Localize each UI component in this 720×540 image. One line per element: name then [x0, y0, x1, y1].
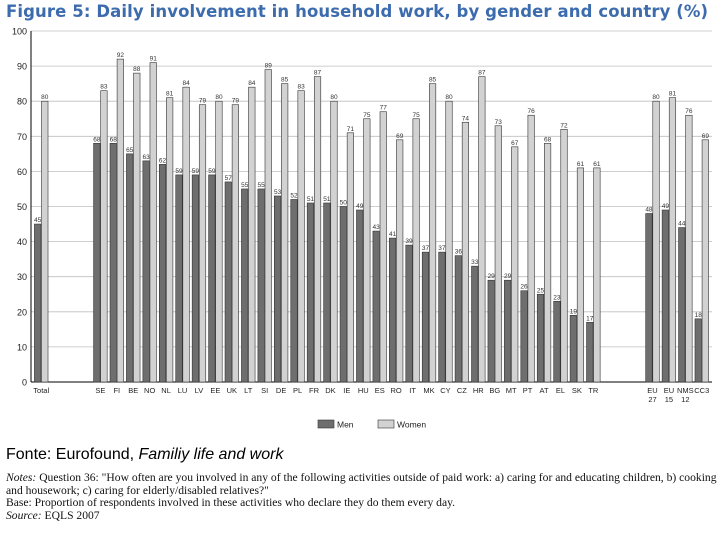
- x-tick-label: PT: [522, 386, 533, 395]
- bar-value-label: 87: [478, 69, 486, 77]
- bar-value-label: 77: [379, 104, 387, 112]
- bar-value-label: 26: [520, 283, 528, 291]
- bar-value-label: 50: [339, 199, 347, 207]
- y-tick-label: 90: [16, 61, 27, 72]
- bar-men: [521, 291, 528, 382]
- bar-value-label: 61: [576, 160, 585, 168]
- x-axis-tick-labels: [33, 386, 709, 404]
- x-tick-label: MK: [423, 386, 435, 395]
- bar-value-label: 84: [182, 80, 190, 88]
- bar-women: [577, 168, 584, 382]
- bar-value-label: 85: [428, 76, 437, 84]
- x-tick-label: NMS 12: [677, 386, 694, 404]
- x-tick-label: TR: [588, 386, 599, 395]
- bar-value-label: 37: [438, 245, 446, 253]
- bar-men: [307, 203, 314, 382]
- x-tick-label: DE: [275, 386, 287, 395]
- bar-men: [695, 319, 702, 382]
- bar-value-label: 89: [264, 62, 272, 70]
- bar-men: [570, 315, 577, 382]
- x-tick-label: NO: [144, 386, 156, 395]
- x-tick-label: BE: [128, 386, 139, 395]
- bar-men: [340, 207, 347, 383]
- y-tick-label: 0: [21, 377, 27, 388]
- bar-value-label: 59: [208, 167, 216, 175]
- x-tick-label: LT: [244, 386, 253, 395]
- bar-value-label: 55: [241, 181, 249, 189]
- y-tick-label: 60: [16, 166, 27, 177]
- bar-value-label: 65: [126, 146, 134, 154]
- legend-swatch-men: [318, 420, 334, 428]
- bar-men: [504, 280, 511, 382]
- x-tick-label: SK: [571, 386, 582, 395]
- x-tick-label: EU 15: [663, 386, 675, 404]
- x-tick-label: MT: [505, 386, 517, 395]
- bar-value-label: 83: [100, 83, 108, 91]
- bar-women: [42, 101, 49, 382]
- x-tick-label: UK: [226, 386, 238, 395]
- bar-women: [249, 87, 256, 382]
- legend-label-men: Men: [337, 419, 354, 430]
- y-axis-tick-labels: [12, 27, 27, 388]
- x-tick-label: PL: [292, 386, 303, 395]
- bar-men: [472, 266, 479, 382]
- bar-value-label: 71: [346, 125, 355, 133]
- x-tick-label: HR: [472, 386, 484, 395]
- bar-value-label: 85: [281, 76, 289, 84]
- bars: [34, 59, 708, 382]
- bar-men: [488, 280, 495, 382]
- bar-women: [232, 105, 239, 382]
- x-tick-label: CC3: [694, 386, 710, 395]
- bar-women: [166, 98, 173, 382]
- bar-value-label: 41: [388, 231, 397, 239]
- bar-value-label: 80: [652, 94, 660, 102]
- legend-label-women: Women: [397, 419, 427, 430]
- bar-men: [587, 322, 594, 382]
- notes-label: Notes:: [6, 471, 37, 484]
- y-tick-label: 30: [16, 272, 27, 283]
- bar-women: [429, 84, 436, 382]
- bar-women: [331, 101, 338, 382]
- bar-value-label: 18: [694, 311, 702, 319]
- bar-men: [537, 294, 544, 382]
- y-tick-label: 100: [11, 26, 27, 37]
- bar-women: [495, 126, 502, 382]
- bar-value-label: 44: [678, 220, 686, 228]
- bar-value-label: 59: [175, 167, 183, 175]
- bar-value-label: 87: [313, 69, 322, 77]
- bar-value-label: 23: [553, 294, 561, 302]
- legend-swatch-women: [378, 420, 394, 428]
- bar-women: [281, 84, 288, 382]
- bar-value-label: 73: [494, 118, 502, 126]
- bar-women: [686, 115, 693, 382]
- x-tick-label: NL: [161, 386, 171, 395]
- x-tick-label: AT: [539, 386, 549, 395]
- bar-women: [150, 63, 157, 382]
- bar-value-label: 80: [330, 94, 338, 102]
- bar-women: [413, 119, 420, 382]
- source-caption-title: Familiy life and work: [138, 446, 284, 463]
- notes-source-label: Source:: [6, 508, 42, 522]
- bar-value-label: 79: [198, 97, 207, 105]
- chart-notes: [6, 472, 718, 522]
- x-tick-label: CZ: [456, 386, 467, 395]
- bar-women: [183, 87, 190, 382]
- bar-value-label: 53: [273, 188, 282, 196]
- x-tick-label: EL: [555, 386, 566, 395]
- bar-women: [396, 140, 403, 382]
- bar-women: [314, 77, 321, 382]
- bar-value-label: 80: [41, 94, 49, 102]
- x-tick-label: ES: [374, 386, 385, 395]
- bar-value-label: 62: [158, 157, 167, 165]
- bar-women: [101, 91, 108, 382]
- legend: [318, 420, 426, 430]
- bar-women: [479, 77, 486, 382]
- bar-men: [679, 228, 686, 382]
- bar-women: [199, 105, 206, 382]
- bar-women: [117, 59, 124, 382]
- bar-value-label: 29: [504, 273, 512, 281]
- bar-women: [511, 147, 517, 382]
- bar-value-label: 68: [93, 136, 101, 144]
- bar-value-label: 25: [536, 287, 545, 295]
- bar-men: [143, 161, 150, 382]
- bar-women: [265, 70, 272, 382]
- bar-value-label: 67: [511, 139, 519, 147]
- bar-value-label: 57: [224, 174, 232, 182]
- bar-men: [192, 175, 199, 382]
- bar-men: [291, 199, 298, 382]
- bar-value-label: 49: [661, 203, 669, 211]
- bar-women: [669, 98, 676, 382]
- bar-women: [380, 112, 387, 382]
- bar-men: [94, 143, 101, 382]
- bar-value-label: 29: [487, 273, 495, 281]
- bar-value-label: 75: [363, 111, 371, 119]
- x-tick-label: LV: [194, 386, 204, 395]
- bar-women: [347, 133, 354, 382]
- x-tick-label: LU: [177, 386, 188, 395]
- chart-title: Figure 5: Daily involvement in household work, by gender and country (%): [6, 2, 709, 21]
- bar-value-label: 45: [34, 217, 42, 225]
- bar-value-label: 83: [297, 83, 305, 91]
- bar-value-label: 81: [668, 90, 677, 98]
- x-tick-label: DK: [325, 386, 336, 395]
- x-tick-label: CY: [440, 386, 451, 395]
- bar-value-label: 91: [149, 55, 157, 63]
- y-tick-label: 70: [16, 131, 27, 142]
- bar-value-label: 69: [396, 132, 404, 140]
- bar-men: [176, 175, 183, 382]
- bar-value-label: 92: [116, 52, 124, 60]
- y-tick-label: 20: [16, 307, 27, 318]
- bar-value-label: 33: [471, 259, 479, 267]
- bar-value-label: 59: [191, 167, 200, 175]
- bar-women: [702, 140, 709, 382]
- bar-value-label: 63: [142, 153, 150, 161]
- bar-value-label: 52: [290, 192, 298, 200]
- bar-women: [364, 119, 371, 382]
- bar-women: [594, 168, 601, 382]
- bar-value-label: 39: [405, 238, 413, 246]
- bar-men: [110, 143, 117, 382]
- bar-value-label: 19: [569, 308, 577, 316]
- x-tick-label: FR: [308, 386, 319, 395]
- bar-men: [646, 214, 653, 382]
- bar-women: [216, 101, 223, 382]
- x-tick-label: HU: [357, 386, 369, 395]
- bar-value-label: 49: [356, 203, 364, 211]
- bar-value-label: 81: [166, 90, 174, 98]
- x-tick-label: IE: [343, 386, 351, 395]
- bar-men: [258, 189, 265, 382]
- bar-value-label: 84: [248, 80, 256, 88]
- bar-men: [554, 301, 561, 382]
- bar-value-label: 51: [306, 195, 315, 203]
- x-tick-label: RO: [390, 386, 402, 395]
- bar-value-label: 43: [372, 224, 380, 232]
- bar-women: [561, 129, 568, 382]
- x-tick-label: EE: [210, 386, 221, 395]
- bar-value-label: 79: [231, 97, 239, 105]
- bar-value-label: 68: [543, 136, 552, 144]
- bar-women: [462, 122, 469, 382]
- bar-men: [324, 203, 331, 382]
- bar-value-label: 80: [215, 94, 223, 102]
- x-tick-label: SE: [95, 386, 106, 395]
- bar-chart: [0, 26, 720, 444]
- bar-men: [274, 196, 281, 382]
- notes-base: Base: Proportion of respondents involved in these activities who declare they do them every day.: [6, 496, 456, 510]
- x-tick-label: Total: [33, 386, 50, 395]
- bar-value-label: 75: [412, 111, 420, 119]
- bar-men: [662, 210, 669, 382]
- bar-men: [159, 164, 166, 382]
- notes-source: [6, 510, 718, 523]
- bar-women: [528, 115, 535, 382]
- bar-value-label: 69: [701, 132, 709, 140]
- bar-men: [209, 175, 216, 382]
- y-tick-label: 40: [16, 237, 27, 248]
- bar-men: [34, 224, 41, 382]
- bar-men: [225, 182, 232, 382]
- bar-women: [298, 91, 305, 382]
- bar-value-label: 55: [257, 181, 265, 189]
- bar-men: [373, 231, 380, 382]
- notes-text: Question 36: "How often are you involved in any of the following activities outside of paid work: a) caring for and educating children, b) cooking and housework; c) caring for elderly/disabled relatives?": [6, 471, 717, 497]
- bar-men: [406, 245, 413, 382]
- chart-title-bar: [0, 0, 720, 26]
- bar-women: [653, 101, 660, 382]
- bar-women: [544, 143, 551, 382]
- x-tick-label: EU 27: [647, 386, 658, 404]
- bar-value-label: 61: [593, 160, 601, 168]
- bar-value-label: 37: [421, 245, 430, 253]
- y-tick-label: 80: [16, 96, 27, 107]
- bar-value-label: 88: [133, 66, 141, 74]
- x-tick-label: BG: [489, 386, 501, 395]
- bar-men: [439, 252, 446, 382]
- bar-value-label: 48: [645, 206, 653, 214]
- notes-source-text: EQLS 2007: [44, 508, 100, 522]
- bar-women: [134, 73, 141, 382]
- source-caption: [6, 446, 283, 464]
- x-tick-label: IT: [409, 386, 416, 395]
- bar-value-label: 76: [527, 108, 535, 116]
- x-tick-label: SI: [261, 386, 269, 395]
- bar-men: [389, 238, 396, 382]
- x-tick-label: FI: [113, 386, 121, 395]
- bar-men: [126, 154, 133, 382]
- bar-men: [422, 252, 429, 382]
- bar-value-label: 51: [323, 195, 331, 203]
- bar-value-label: 36: [454, 248, 462, 256]
- bar-men: [356, 210, 363, 382]
- bar-men: [241, 189, 248, 382]
- notes-question: [6, 472, 718, 497]
- bar-men: [455, 256, 462, 382]
- bar-value-label: 74: [461, 115, 470, 123]
- bar-value-label: 80: [445, 94, 453, 102]
- y-tick-label: 50: [16, 202, 27, 212]
- bar-value-label: 76: [685, 108, 693, 116]
- bar-value-label: 68: [109, 136, 117, 144]
- source-caption-prefix: Fonte: Eurofound,: [6, 446, 139, 463]
- bar-value-label: 17: [586, 315, 594, 323]
- bar-women: [446, 101, 453, 382]
- y-tick-label: 10: [16, 342, 27, 353]
- bar-value-label: 72: [560, 122, 568, 130]
